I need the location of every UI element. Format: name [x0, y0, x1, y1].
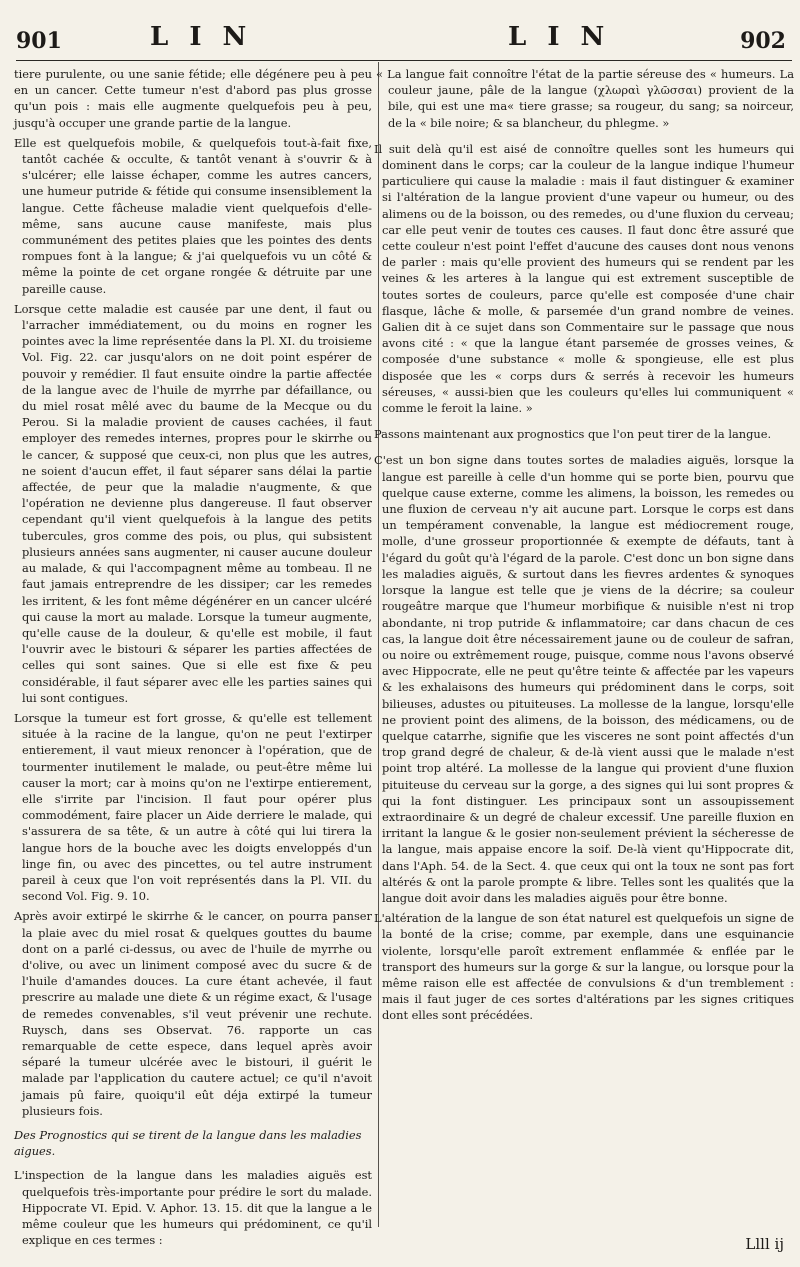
header-rule: [16, 60, 792, 61]
paragraph: Il suit delà qu'il est aisé de connoître quelles sont les humeurs qui dominent dans le corps; car la couleur de la langue indique l'humeur particuliere qui cause la maladie : mais il faut distinguer & examiner si l'altération de la langue provient d'une vapeur ou humeur, ou des alimens ou de la boisson, ou des remedes, ou d'une fluxion du cerveau; car elle peut venir de toutes ces causes. Il faut donc être assuré que cette couleur n'est point l'effet d'aucune des causes dont nous venons de parler : mais qu'elle provient des humeurs qui se rendent par les veines & les arteres à la langue qui est extrement susceptible de toutes sortes de couleurs, parce qu'elle est composée d'une chair flasque, lâche & molle, & parsemée d'un grand nombre de veines. Galien dit à ce sujet dans son Commentaire sur le passage que nous avons cité : « que la langue étant parsemée de grosses veines, & composée d'une substance « molle & spongieuse, elle est plus disposée que les « corps durs & serrés à recevoir les humeurs séreuses, « aussi-bien que les couleurs qu'elles lui communiquent « comme le feroit la laine. »: [374, 141, 794, 416]
paragraph: C'est un bon signe dans toutes sortes de maladies aiguës, lorsque la langue est pareille à celle d'un homme qui se porte bien, pourvu que quelque cause externe, comme les alimens, la boisson, les remedes ou une fluxion de cerveau n'y ait aucune part. Lorsque le corps est dans un tempérament convenable, la langue est médiocrement rouge, molle, d'une grosseur proportionnée & exempte de défauts, tant à l'égard du goût qu'à l'égard de la parole. C'est donc un bon signe dans les maladies aiguës, & surtout dans les fievres ardentes & synoques lorsque la langue est telle que je viens de la décrire; sa couleur rougeâtre marque que l'humeur morbifique & nuisible n'est ni trop abondante, ni trop putride & inflammatoire; car dans chacun de ces cas, la langue doit être nécessairement jaune ou de couleur de safran, ou noire ou extrêmement rouge, puisque, comme nous l'avons observé avec Hippocrate, elle ne peut qu'être teinte & affectée par les vapeurs & les exhalaisons des humeurs qui prédominent dans le corps, soit bilieuses, adustes ou pituiteuses. La mollesse de la langue, lorsqu'elle ne provient point des alimens, de la boisson, des médicamens, ou de quelque catarrhe, signifie que les visceres ne sont point affectés d'un trop grand degré de chaleur, & de-là vient aussi que le malade n'est point trop altéré. La mollesse de la langue qui provient d'une fluxion pituiteuse du cerveau sur la gorge, a des signes qui lui sont propres & qui la font distinguer. Les principaux sont un assoupissement extraordinaire & un degré de chaleur excessif. Une pareille fluxion en irritant la langue & le gosier non-seulement prévient la sécheresse de la langue, mais appaise encore la soif. De-là vient qu'Hippocrate dit, dans l'Aph. 54. de la Sect. 4. que ceux qui ont la toux ne sont pas fort altérés & ont la parole prompte & libre. Telles sont les qualités que la langue doit avoir dans les maladies aiguës pour être bonne.: [374, 453, 794, 905]
right-column: [374, 66, 794, 1028]
section-heading: Des Prognostics qui se tirent de la langue dans les maladies aigues.: [14, 1128, 362, 1159]
running-head-right: L I N: [508, 22, 611, 52]
paragraph: L'inspection de la langue dans les maladies aiguës est quelquefois très-importante pour prédire le sort du malade. Hippocrate VI. Epid. V. Aphor. 13. 15. dit que la langue a le même couleur que les humeurs qui prédominent, ce qu'il explique en ces termes :: [14, 1168, 372, 1248]
paragraph: Lorsque cette maladie est causée par une dent, il faut ou l'arracher immédiatement, ou du moins en rogner les pointes avec la lime représentée dans la Pl. XI. du troisieme Vol. Fig. 22. car jusqu'alors on ne doit point espérer de pouvoir y remédier. Il faut ensuite oindre la partie affectée de la langue avec de l'huile de myrrhe par défaillance, ou du miel rosat mêlé avec du baume de la Mecque ou du Perou. Si la maladie provient de causes cachées, il faut employer des remedes internes, propres pour le skirrhe ou le cancer, & supposé que ceux-ci, non plus que les autres, ne soient d'aucun effet, il faut séparer sans délai la partie affectée, de peur que la maladie n'augmente, & que l'opération ne devienne plus dangereuse. Il faut observer cependant qu'il vient quelquefois à la langue des petits tubercules, gros comme des pois, ou plus, qui subsistent plusieurs années sans augmenter, ni causer aucune douleur au malade, & qui l'accompagnent même au tombeau. Il ne faut jamais entreprendre de les dissiper; car les remedes les irritent, & les font même dégénérer en un cancer ulcéré qui cause la mort au malade. Lorsque la tumeur augmente, qu'elle cause de la douleur, & qu'elle est mobile, il faut l'ouvrir avec le bistouri & séparer les parties affectées de celles qui sont saines. Que si elle est fixe & peu considérable, il faut séparer avec elle les parties saines qui lui sont contigues.: [14, 301, 372, 705]
quotation: « La langue fait connoître l'état de la partie séreuse des « humeurs. La couleur jaune, pâle de la langue (χλωραὶ γλῶσσαι) provient de la bile, qui est une ma« tiere grasse; sa rougeur, du sang; sa noirceur, de la « bile noire; & sa blancheur, du phlegme. »: [376, 67, 794, 130]
running-head-left: L I N: [150, 22, 253, 52]
paragraph: tiere purulente, ou une sanie fétide; elle dégénere peu à peu en un cancer. Cette tumeur n'est d'abord pas plus grosse qu'un pois : mais elle augmente quelquefois peu à peu, jusqu'à occuper une grande partie de la langue.: [14, 67, 372, 130]
paragraph: L'altération de la langue de son état naturel est quelquefois un signe de la bonté de la crise; comme, par exemple, dans une esquinancie violente, lorsqu'elle paroît extrement enflammée & enflée par le transport des humeurs sur la gorge & sur la langue, ou lorsque pour la même raison elle est affectée de convulsions & d'un tremblement : mais il faut juger de ces sortes d'altérations par les signes critiques dont elles sont précédées.: [374, 911, 794, 1023]
page-number-right: 902: [740, 28, 786, 54]
paragraph: Après avoir extirpé le skirrhe & le cancer, on pourra panser la plaie avec du miel rosat & quelques gouttes du baume dont on a parlé ci-dessus, ou avec de l'huile de myrrhe ou d'olive, ou avec un liniment composé avec du sucre & de l'huile d'amandes douces. La cure étant achevée, il faut prescrire au malade une diete & un régime exact, & l'usage de remedes convenables, s'il veut prévenir une rechute. Ruysch, dans ses Observat. 76. rapporte un cas remarquable de cette espece, dans lequel après avoir séparé la tumeur ulcérée avec le bistouri, il guérit le malade par l'application du cautere actuel; ce qu'il n'avoit jamais pû faire, quoiqu'il eût déja extirpé la tumeur plusieurs fois.: [14, 909, 372, 1118]
paragraph: Passons maintenant aux prognostics que l'on peut tirer de la langue.: [374, 427, 772, 442]
paragraph: Lorsque la tumeur est fort grosse, & qu'elle est tellement située à la racine de la langue, qu'on ne peut l'extirper entierement, il vaut mieux renoncer à l'opération, que de tourmenter inutilement le malade, ou peut-être même lui causer la mort; car à moins qu'on ne l'extirpe entierement, elle s'irrite par l'incision. Il faut pour opérer plus commodément, faire placer un Aide derriere le malade, qui s'assurera de sa tête, & un autre à côté qui lui tirera la langue hors de la bouche avec les doigts enveloppés d'un linge fin, ou avec des pincettes, ou tel autre instrument pareil à ceux que l'on voit représentés dans la Pl. VII. du second Vol. Fig. 9. 10.: [14, 710, 372, 904]
signature-mark: Llll ij: [745, 1235, 784, 1253]
page-number-left: 901: [16, 28, 62, 54]
left-column: [14, 66, 372, 1252]
paragraph: Elle est quelquefois mobile, & quelquefois tout-à-fait fixe, tantôt cachée & occulte, & tantôt venant à s'ouvrir & à s'ulcérer; elle laisse échaper, comme les autres cancers, une humeur putride & fétide qui consume insensiblement la langue. Cette fâcheuse maladie vient quelquefois d'elle-même, sans aucune cause manifeste, mais plus communément des petites plaies que les pointes des dents rompues font à la langue; & j'ai quelquefois vu un côté & même la pointe de cet organe rongée & détruite par une pareille cause.: [14, 135, 372, 296]
